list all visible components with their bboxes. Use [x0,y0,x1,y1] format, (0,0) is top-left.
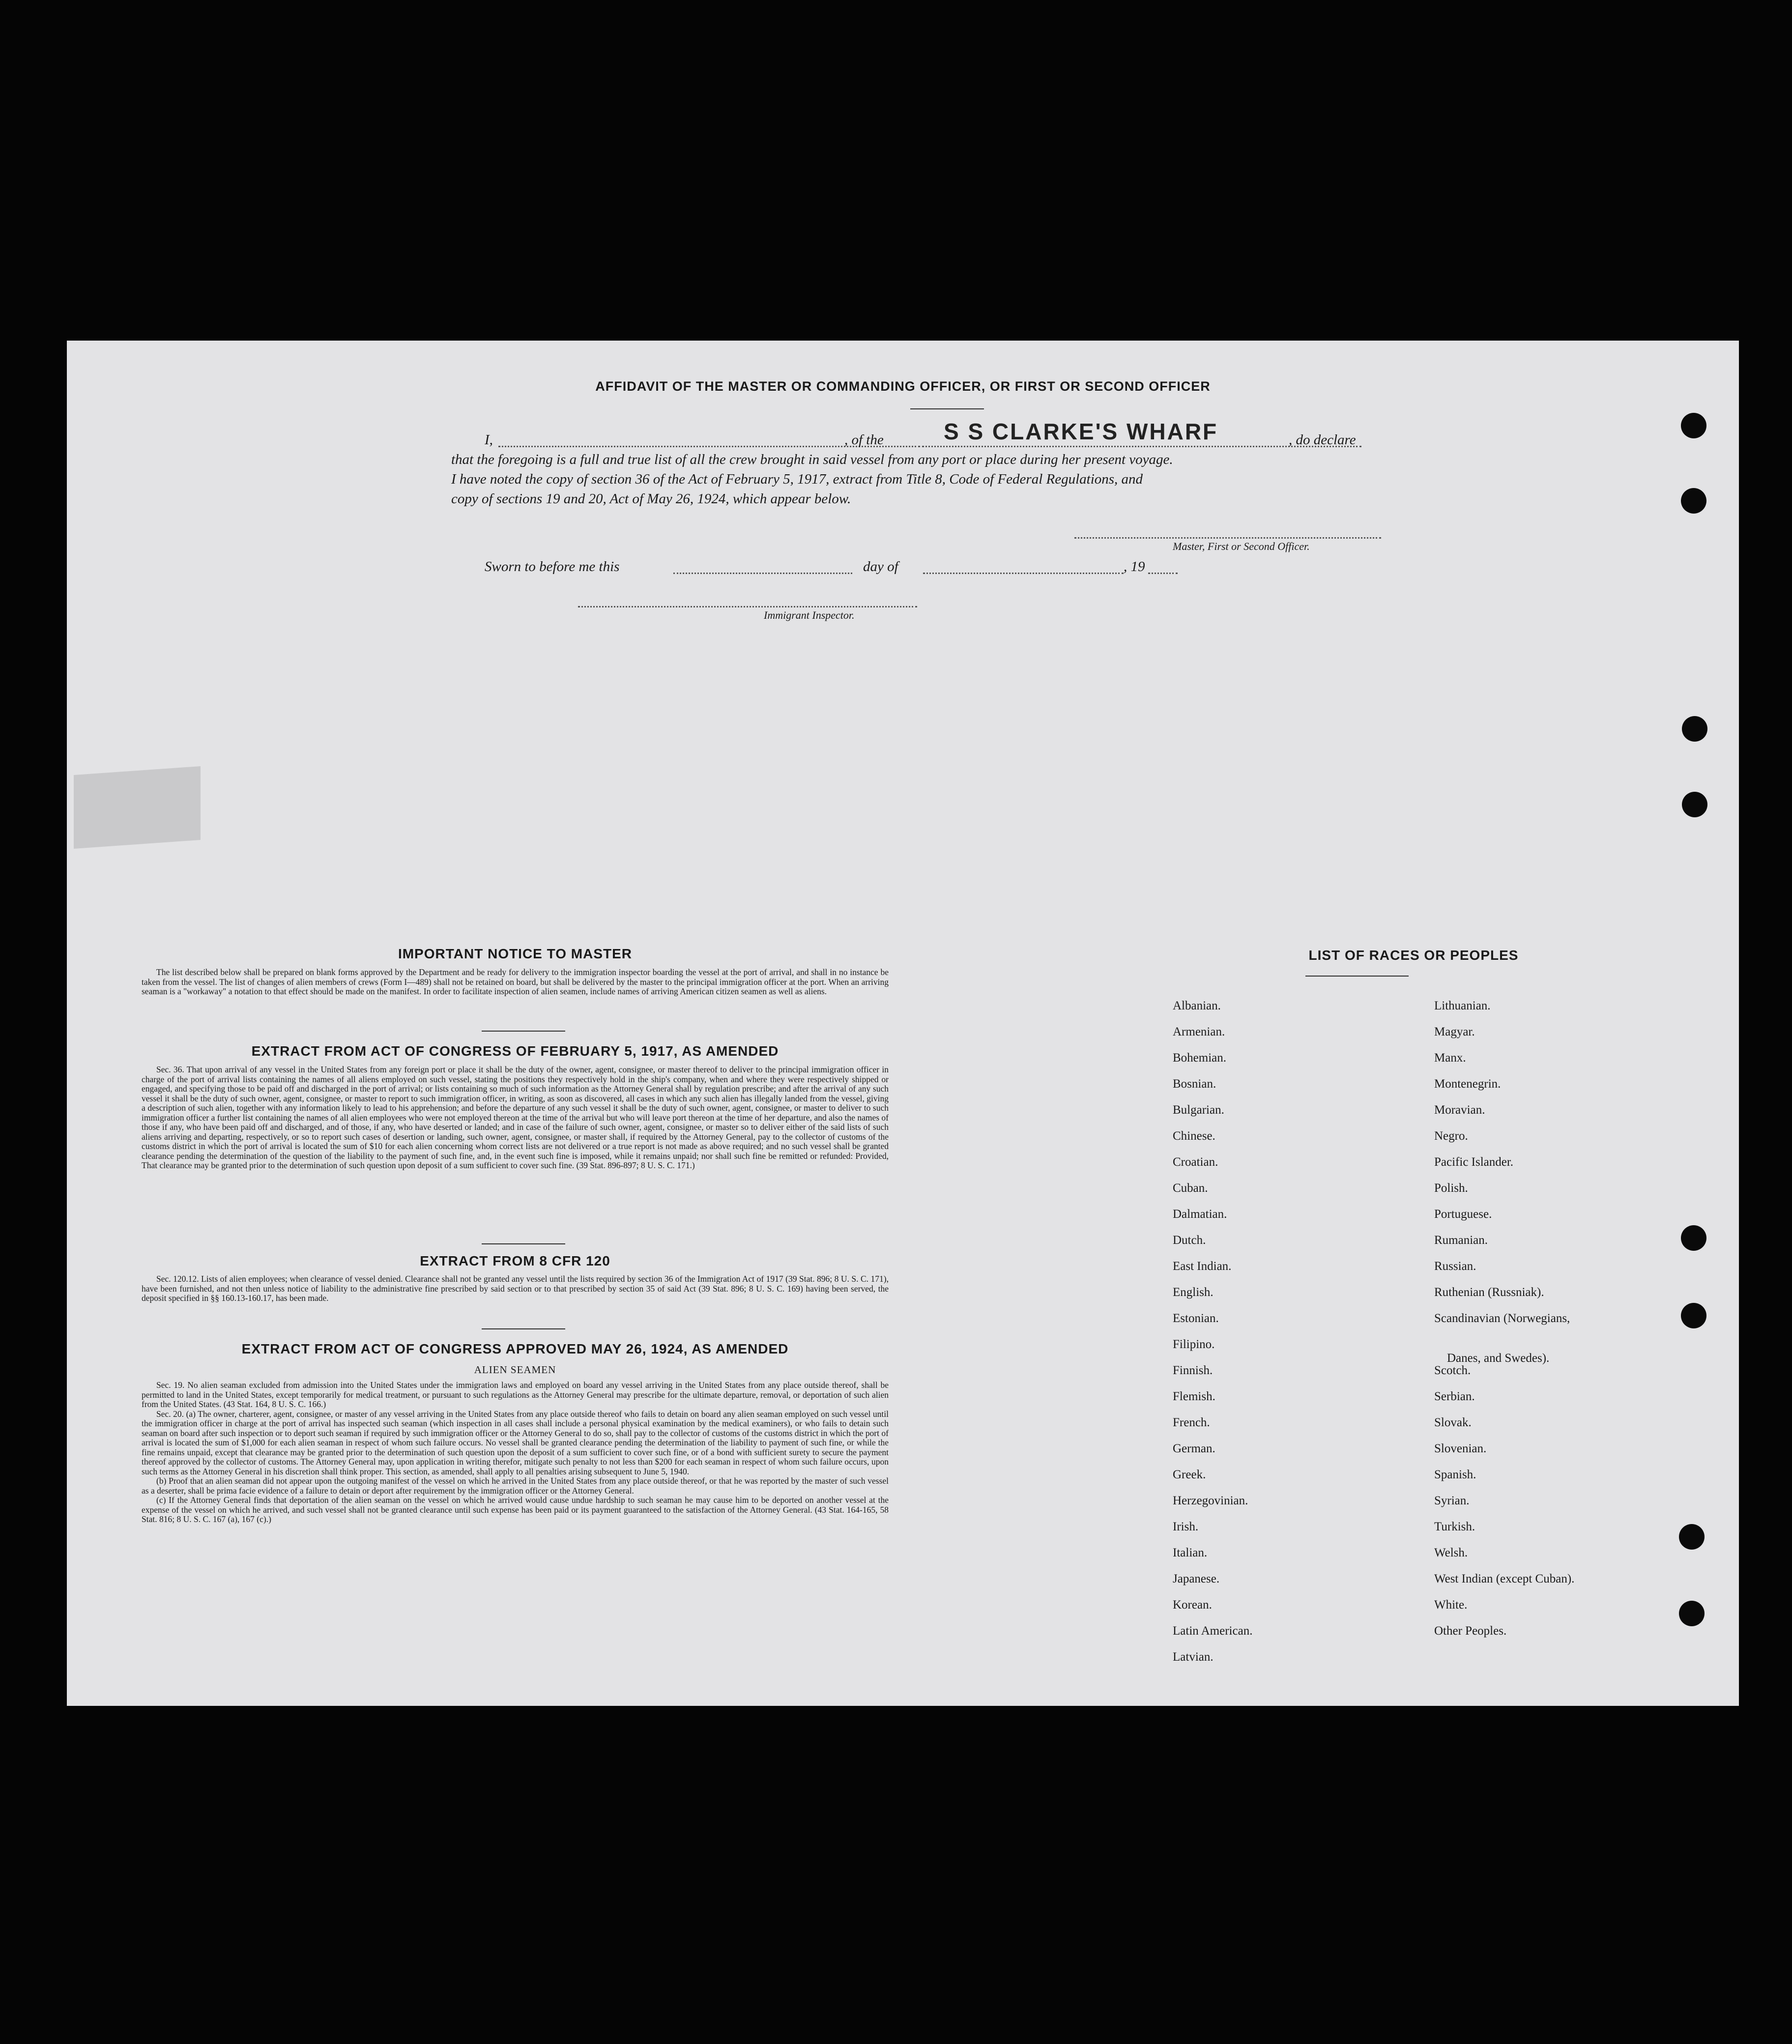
divider [482,1243,565,1244]
race-item: Irish. [1173,1520,1199,1533]
sworn-label: Sworn to before me this [485,559,620,575]
divider [482,1328,565,1329]
race-item: Albanian. [1173,999,1221,1012]
extract-1917-text [142,1065,889,1171]
extract-1924-subtitle: ALIEN SEAMEN [474,1364,556,1376]
punch-hole [1679,1601,1705,1626]
race-item: Negro. [1434,1129,1468,1143]
affidavit-body-3: copy of sections 19 and 20, Act of May 26, 1924, which appear below. [451,491,851,507]
extract-1924-sec20c: (c) If the Attorney General finds that deportation of the alien seaman on the vessel on which he arrived would cause undue hardship to such seaman he may cause him to be deported on another vessel at the expense of the vessel on which he arrived, and such vessel shall not be granted clearance until such expense has been paid or its payment guaranteed to the satisfaction of the Attorney General. (43 Stat. 164-165, 58 Stat. 816; 8 U. S. C. 167 (a), 167 (c).) [142,1495,889,1524]
race-item: Pacific Islander. [1434,1155,1514,1169]
inspector-label: Immigrant Inspector. [764,609,855,621]
race-item: Lithuanian. [1434,999,1491,1012]
race-item: Finnish. [1173,1364,1213,1377]
affidavit-body-1: that the foregoing is a full and true list of all the crew brought in said vessel from any port or place during her present voyage. [451,452,1173,467]
race-item: Manx. [1434,1051,1466,1065]
race-item: West Indian (except Cuban). [1434,1572,1575,1585]
race-item: Italian. [1173,1546,1208,1559]
punch-hole [1679,1524,1705,1550]
notice-paragraph: The list described below shall be prepared on blank forms approved by the Department and be ready for delivery to the immigration inspector boarding the vessel at the port of arrival, and shall in no instance be taken from the vessel. The list of changes of alien members of crews (Form I—489) shall not be retained on board, but shall be delivered by the master to the principal immigration officer at the port. When an arriving seaman is a "workaway" a notation to that effect should be made on the manifest. In order to facilitate inspection of alien seamen, include names of arriving American citizen seamen as well as aliens. [142,967,889,996]
punch-hole [1681,488,1706,514]
sworn-month-line[interactable] [923,573,1124,574]
race-item: Dalmatian. [1173,1208,1227,1221]
race-item: Turkish. [1434,1520,1475,1533]
extract-1924-sec20a: Sec. 20. (a) The owner, charterer, agent, consignee, or master of any vessel arriving in the United States from any place outside thereof who fails to detain on board any alien seaman employed on such vessel until the immigration officer in charge at the port of arrival has inspected such seaman (which inspection in all cases shall include a personal physical examination by the medical examiners), or who fails to detain such seaman on board after such inspection or to deport such seaman if required by such immigration officer or the Attorney General to do so, shall pay to the collector of customs of the customs district in which the port of arrival is located the sum of $1,000 for each alien seaman in respect of whom such failure occurs. No vessel shall be granted clearance pending the determination of the liability to payment of such fine, or while the fine remains unpaid, except that clearance may be granted prior to the determination of such question upon the deposit of a sum sufficient to cover such fine, or of a bond with sufficient surety to secure the payment thereof approved by the collector of customs. The Attorney General may, upon application in writing therefor, mitigate such penalty to not less than $200 for each seaman in respect of whom such failure occurs, upon such terms as the Attorney General in his discretion shall think proper. This section, as amended, shall apply to all penalties arising subsequent to June 5, 1940. [142,1409,889,1476]
punch-hole [1681,1303,1706,1328]
extract-1924-sec19: Sec. 19. No alien seaman excluded from admission into the United States under the immigration laws and employed on board any vessel arriving in the United States from any place outside thereof, shall be permitted to land in the United States, except temporarily for medical treatment, or pursuant to such regulations as the Attorney General may prescribe for the ultimate departure, removal, or deportation of such alien from the United States. (43 Stat. 164, 8 U. S. C. 166.) [142,1380,889,1409]
race-item: Japanese. [1173,1572,1220,1585]
race-item: Welsh. [1434,1546,1468,1559]
races-title: LIST OF RACES OR PEOPLES [1308,948,1519,963]
race-item: Croatian. [1173,1155,1218,1169]
race-item: Scotch. [1434,1364,1471,1377]
affidavit-body-2: I have noted the copy of section 36 of the Act of February 5, 1917, extract from Title 8, Code of Federal Regulations, and [451,471,1143,487]
extract-1924-text [142,1381,889,1525]
race-item: Filipino. [1173,1338,1215,1351]
tape-mark [74,766,201,849]
punch-hole [1682,792,1707,817]
race-item: Chinese. [1173,1129,1215,1143]
punch-hole [1681,1225,1706,1251]
race-item: Flemish. [1173,1390,1215,1403]
race-item: Serbian. [1434,1390,1475,1403]
master-signature-line[interactable] [1074,537,1381,539]
divider [1305,976,1409,977]
race-item: Latvian. [1173,1650,1214,1664]
race-item: Moravian. [1434,1103,1485,1117]
race-item: Polish. [1434,1181,1468,1195]
notice-title: IMPORTANT NOTICE TO MASTER [398,946,633,961]
year-label: , 19 [1124,559,1145,575]
affidavit-of-the: , of the [844,432,884,448]
race-item: Latin American. [1173,1624,1253,1638]
extract-cfr-paragraph: Sec. 120.12. Lists of alien employees; when clearance of vessel denied. Clearance shall not be granted any vessel until the lists required by section 36 of the Immigration Act of 1917 (39 Stat. 896; 8 U. S. C. 171), have been furnished, and not then unless notice of liability to the administrative fine prescribed by said section or to that prescribed by section 35 of said Act (39 Stat. 896; 8 U. S. C. 169) having been served, the deposit specified in §§ 160.13-160.17, has been made. [142,1274,889,1303]
race-item: East Indian. [1173,1260,1232,1273]
race-item: Slovak. [1434,1416,1472,1429]
race-item: Herzegovinian. [1173,1494,1248,1507]
extract-cfr-title: EXTRACT FROM 8 CFR 120 [420,1253,610,1268]
race-item: Rumanian. [1434,1234,1488,1247]
sworn-day-line[interactable] [673,573,852,574]
race-item: Dutch. [1173,1234,1206,1247]
form-page [67,341,1739,1706]
master-label: Master, First or Second Officer. [1173,540,1310,552]
race-item: Montenegrin. [1434,1077,1501,1091]
affidavit-title: AFFIDAVIT OF THE MASTER OR COMMANDING OFFICER, OR FIRST OR SECOND OFFICER [595,379,1211,394]
race-item: Other Peoples. [1434,1624,1507,1638]
inspector-signature-line[interactable] [578,606,917,607]
extract-1917-title: EXTRACT FROM ACT OF CONGRESS OF FEBRUARY 5, 1917, AS AMENDED [251,1043,779,1059]
race-item: Magyar. [1434,1025,1475,1038]
race-item: Greek. [1173,1468,1206,1481]
race-item: Bosnian. [1173,1077,1216,1091]
race-item: Cuban. [1173,1181,1208,1195]
extract-cfr-text [142,1274,889,1303]
race-item: White. [1434,1598,1468,1612]
race-item: Scandinavian (Norwegians, [1434,1312,1570,1325]
race-item: Danes, and Swedes). [1447,1352,1550,1365]
race-item: German. [1173,1442,1215,1455]
affidavit-i: I, [485,432,493,448]
race-item: Armenian. [1173,1025,1225,1038]
race-item: Korean. [1173,1598,1212,1612]
punch-hole [1681,413,1706,438]
extract-1917-paragraph: Sec. 36. That upon arrival of any vessel in the United States from any foreign port or place it shall be the duty of the owner, agent, consignee, or master thereof to deliver to the principal immigration officer in charge of the port of arrival lists containing the names of all aliens employed on such vessel, stating the positions they respectively hold in the ship's company, when and where they were respectively shipped or engaged, and specifying those to be paid off and discharged in the port of arrival; or lists containing so much of such information as the Attorney General shall by regulation prescribe; and after the arrival of any such vessel it shall be the duty of such owner, agent, consignee, or master to report to such immigration officer, in writing, as soon as discovered, all cases in which any such alien has illegally landed from the vessel, giving a description of such alien, together with any information likely to lead to his apprehension; and before the departure of any such vessel it shall be the duty of such owner, agent, consignee, or master to deliver to such immigration officer a further list containing the names of all alien employees who were not employed thereon at the time of the arrival but who will leave port thereon at the time of her departure, and also the names of those if any, who have been paid off and discharged, and of those, if any, who have deserted or landed; and in case of the failure of such owner, agent, consignee, or master so to deliver either of the said lists of such aliens arriving and departing, respectively, or so to report such cases of desertion or landing, such owner, agent, consignee, or master shall, if required by the Attorney General, pay to the collector of customs of the customs district in which the port of arrival is located the sum of $10 for each alien concerning whom correct lists are not delivered or a true report is not made as above required; and no such vessel shall be granted clearance pending the determination of the question of the liability to the payment of such fine, and, in the event such fine is imposed, while it remains unpaid; nor shall such fine be remitted or refunded: Provided, That clearance may be granted prior to the determination of such question upon deposit of a sum sufficient to cover such fine. (39 Stat. 896-897; 8 U. S. C. 171.) [142,1065,889,1170]
vessel-name: S S CLARKE'S WHARF [944,419,1218,444]
race-item: English. [1173,1286,1214,1299]
race-item: Slovenian. [1434,1442,1487,1455]
race-item: Spanish. [1434,1468,1476,1481]
race-item: Bulgarian. [1173,1103,1224,1117]
notice-text [142,968,889,997]
race-item: Ruthenian (Russniak). [1434,1286,1544,1299]
divider [910,408,984,409]
race-item: French. [1173,1416,1210,1429]
race-item: Russian. [1434,1260,1476,1273]
day-of-label: day of [863,559,898,575]
extract-1924-sec20b: (b) Proof that an alien seaman did not appear upon the outgoing manifest of the vessel on which he arrived in the United States from any place outside thereof, or that he was reported by the master of such vessel as a deserter, shall be prima facie evidence of a failure to detain or deport after requirement by the immigration officer or the Attorney General. [142,1476,889,1496]
race-item: Bohemian. [1173,1051,1227,1065]
race-item: Portuguese. [1434,1208,1492,1221]
punch-hole [1682,716,1707,742]
race-item: Syrian. [1434,1494,1470,1507]
divider [482,1031,565,1032]
race-item: Estonian. [1173,1312,1219,1325]
extract-1924-title: EXTRACT FROM ACT OF CONGRESS APPROVED MAY 26, 1924, AS AMENDED [241,1341,789,1356]
sworn-year-line[interactable] [1148,573,1178,574]
affidavit-do-declare: , do declare [1289,432,1356,448]
